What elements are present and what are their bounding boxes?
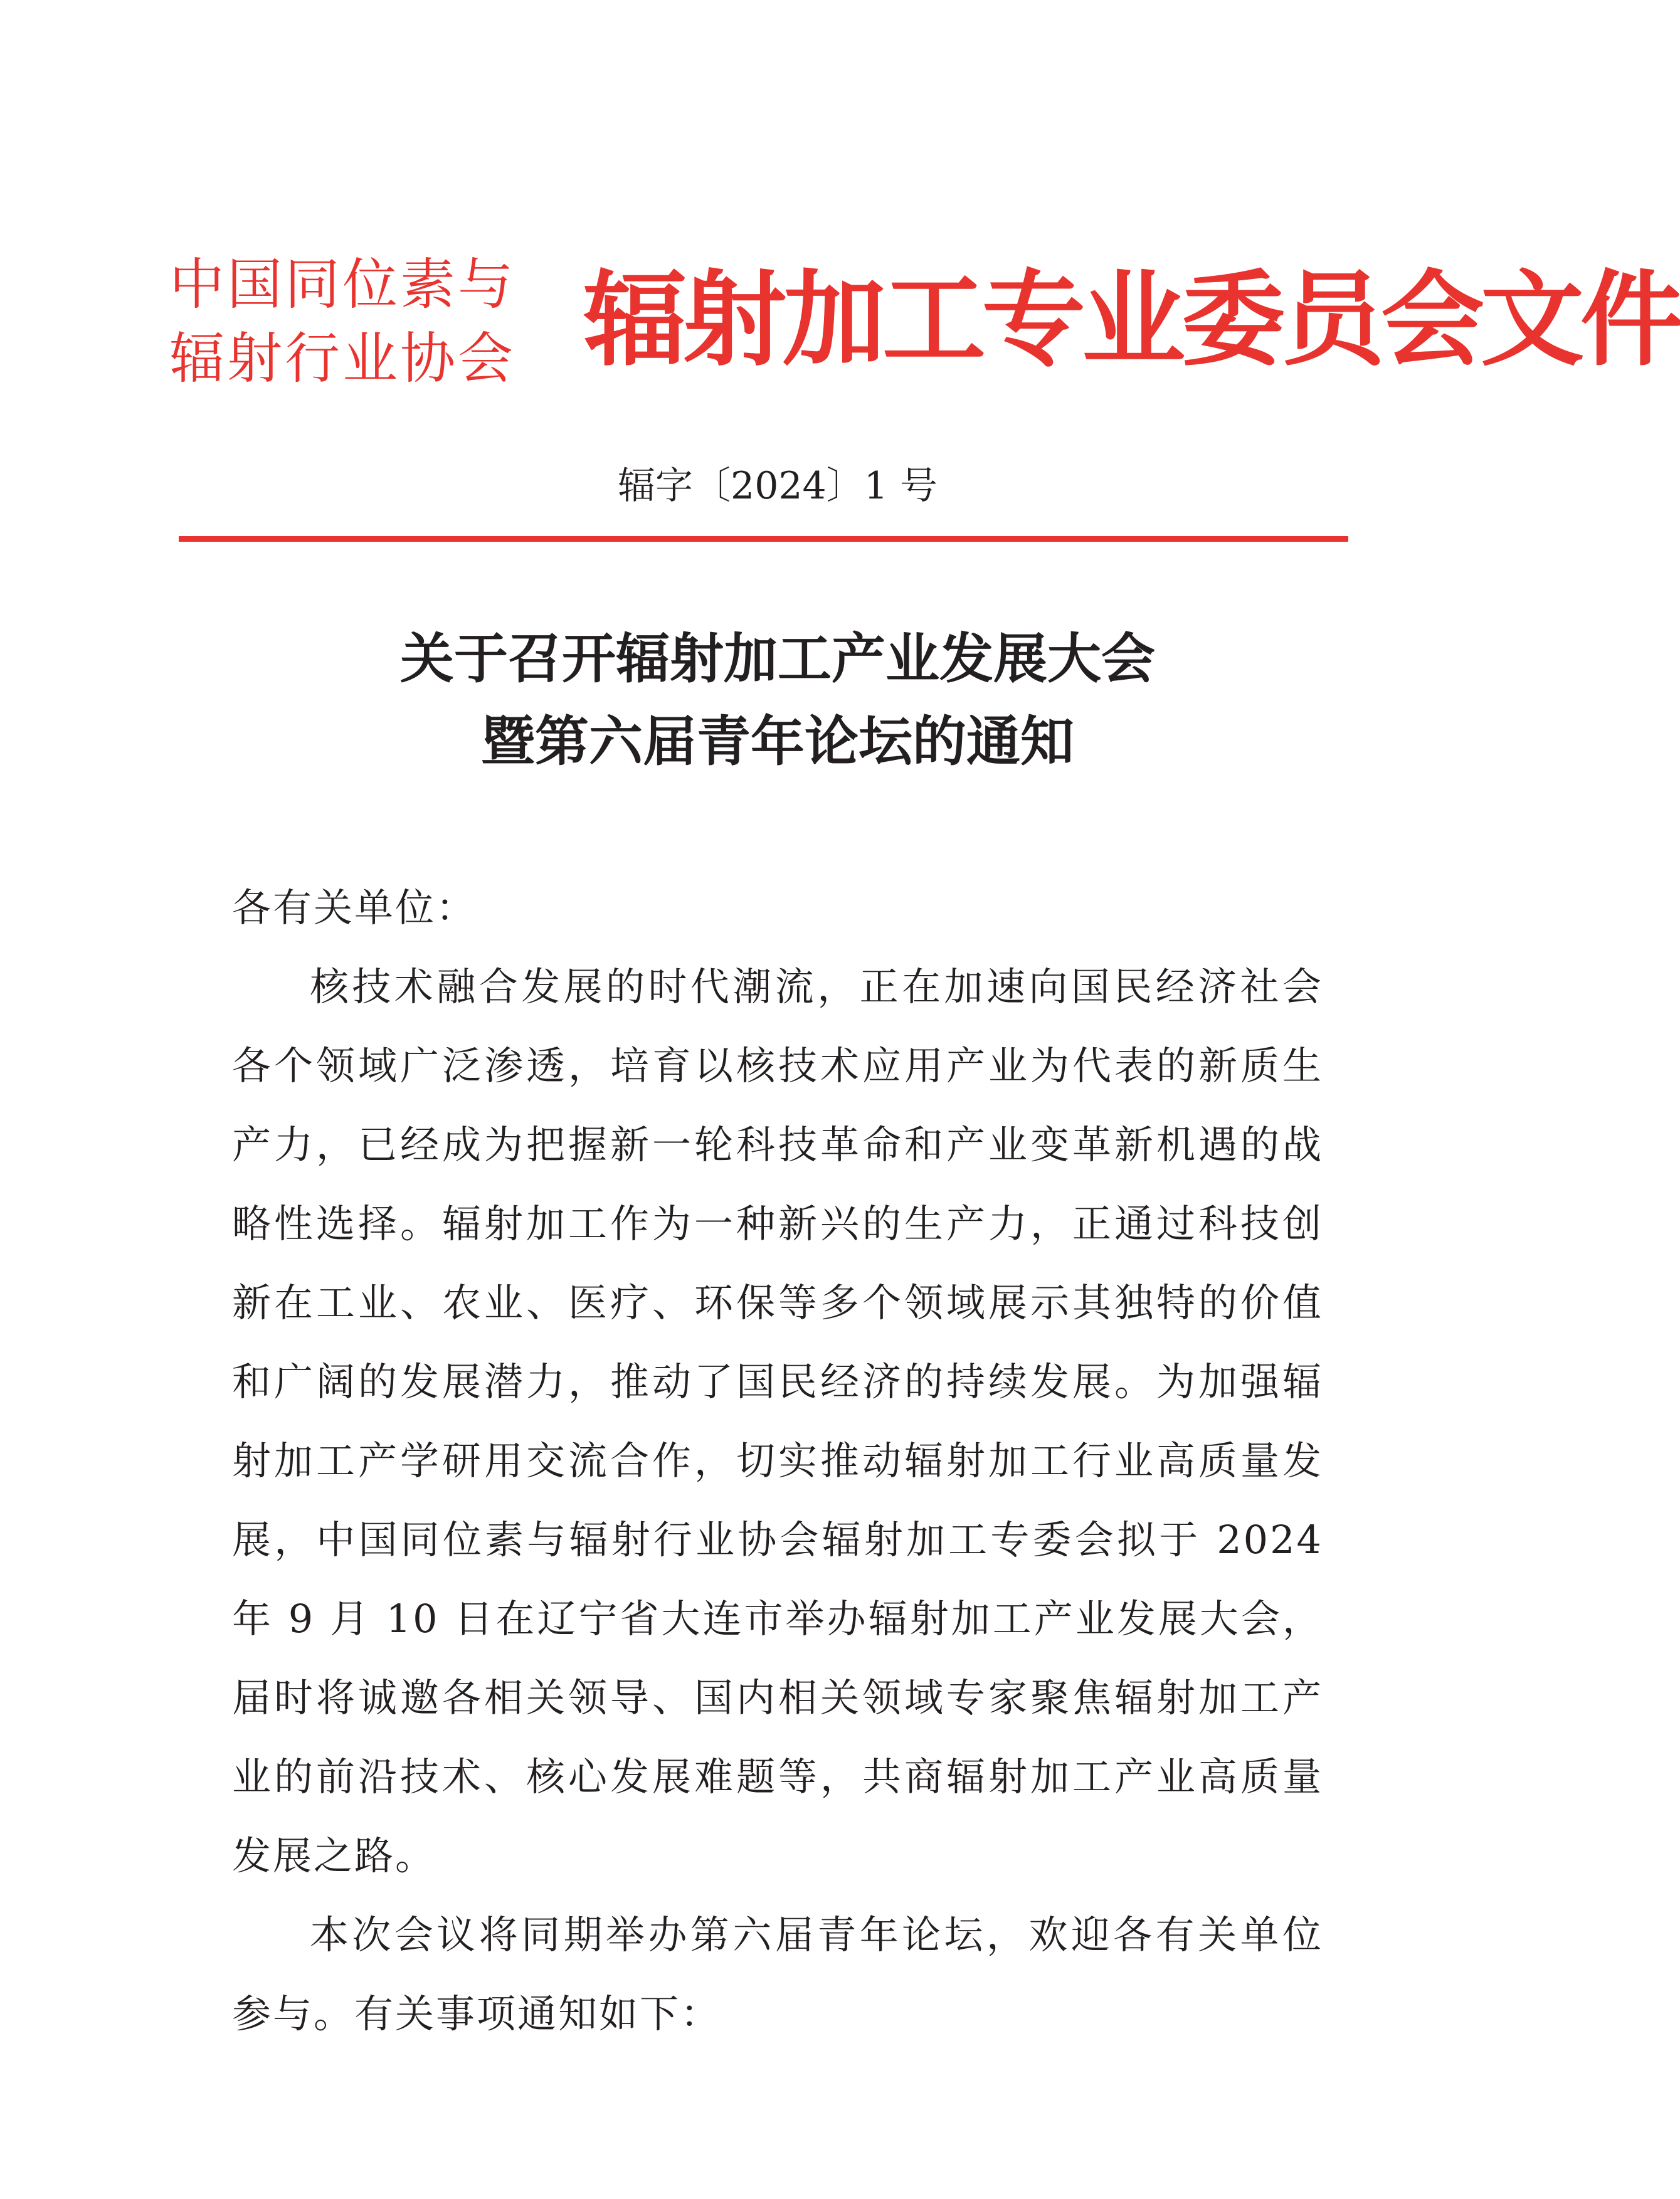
body-paragraph-1: 核技术融合发展的时代潮流，正在加速向国民经济社会各个领域广泛渗透，培育以核技术应用产业为代表的新质生产力，已经成为把握新一轮科技革命和产业变革新机遇的战略性选择。辐射加工作为一种新兴的生产力，正通过科技创新在工业、农业、医疗、环保等多个领域展示其独特的价值和广阔的发展潜力，推动了国民经济的持续发展。为加强辐射加工产学研用交流合作，切实推动辐射加工行业高质量发展，中国同位素与辐射行业协会辐射加工专委会拟于 2024 年 9 月 10 日在辽宁省大连市举办辐射加工产业发展大会，届时将诚邀各相关领导、国内相关领域专家聚焦辐射加工产业的前沿技术、核心发展难题等，共商辐射加工产业高质量发展之路。 bbox=[232, 964, 1323, 1879]
body-paragraph-2: 本次会议将同期举办第六届青年论坛，欢迎各有关单位参与。有关事项通知如下： bbox=[232, 1912, 1323, 2037]
letterhead-document-title: 辐射加工专业委员会文件 bbox=[583, 260, 1680, 380]
red-divider-line bbox=[179, 536, 1348, 542]
letterhead-org-line-1: 中国同位素与 bbox=[169, 252, 516, 317]
notice-title-line-2: 暨第六届青年论坛的通知 bbox=[481, 710, 1074, 773]
document-number: 辐字〔2024〕1 号 bbox=[618, 464, 938, 508]
notice-title bbox=[0, 618, 1555, 783]
letterhead-org-line-2: 辐射行业协会 bbox=[169, 326, 516, 391]
salutation: 各有关单位： bbox=[232, 885, 477, 931]
notice-body bbox=[232, 868, 1323, 2054]
notice-title-line-1: 关于召开辐射加工产业发展大会 bbox=[400, 627, 1155, 690]
letterhead-organization bbox=[169, 248, 571, 396]
